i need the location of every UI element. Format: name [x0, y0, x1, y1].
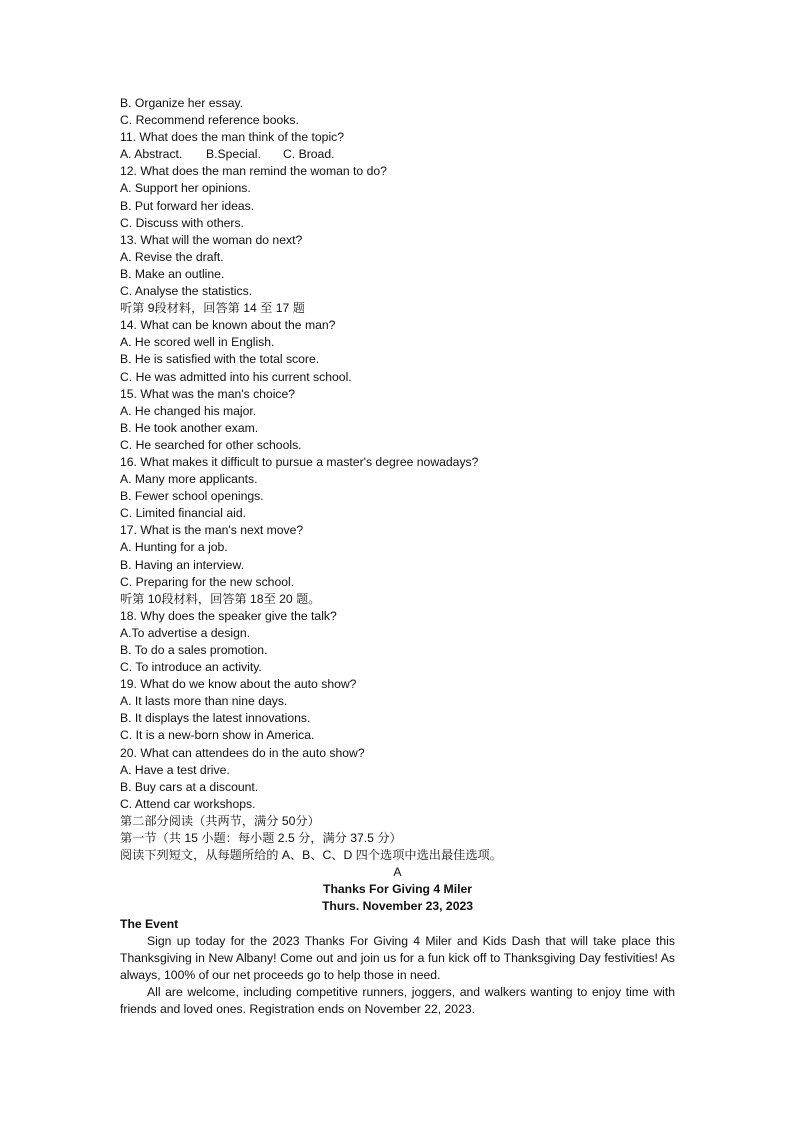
text-line: C. Recommend reference books.	[120, 113, 299, 128]
text-line: C. Attend car workshops.	[120, 796, 256, 811]
text-line: B. He took another exam.	[120, 420, 259, 435]
passage-title: Thanks For Giving 4 Miler	[323, 882, 472, 897]
text-line: B. Put forward her ideas.	[120, 198, 255, 213]
text-line: B. To do a sales promotion.	[120, 643, 268, 657]
text-line: A. Many more applicants.	[120, 472, 258, 487]
text-line: A. Hunting for a job.	[120, 540, 228, 555]
text-line: C. To introduce an activity.	[120, 660, 262, 675]
option-a: A. Abstract.	[120, 147, 183, 162]
text-line: C. Limited financial aid.	[120, 506, 246, 521]
question-list	[120, 163, 675, 864]
text-line: A. He scored well in English.	[120, 335, 275, 350]
text-line: A. Support her opinions.	[120, 181, 251, 196]
text-line: B. Organize her essay.	[120, 96, 244, 110]
text-line: C. It is a new-born show in America.	[120, 728, 315, 743]
text-line: 16. What makes it difficult to pursue a master's degree nowadays?	[120, 454, 479, 469]
text-line: 12. What does the man remind the woman to do?	[120, 164, 387, 179]
text-line: A. Have a test drive.	[120, 762, 230, 777]
question-11: 11. What does the man think of the topic?	[120, 130, 345, 145]
text-line: A. It lasts more than nine days.	[120, 694, 288, 709]
text-line: C. Discuss with others.	[120, 215, 244, 230]
text-line: 听第 10段材料，回答第 18至 20 题。	[120, 591, 321, 606]
text-line: 阅读下列短文，从每题所给的 A、B、C、D 四个选项中选出最佳选项。	[120, 848, 502, 863]
text-line: C. He searched for other schools.	[120, 437, 302, 452]
text-line: 第一节（共 15 小题：每小题 2.5 分，满分 37.5 分）	[120, 831, 402, 846]
text-line: 17. What is the man's next move?	[120, 523, 304, 538]
text-line: 20. What can attendees do in the auto show?	[120, 745, 365, 760]
text-line: B. Buy cars at a discount.	[120, 779, 259, 794]
text-line: B. Having an interview.	[120, 557, 244, 572]
text-line: A. He changed his major.	[120, 403, 257, 418]
option-c: C. Broad.	[283, 147, 335, 162]
question-11-options	[120, 146, 675, 163]
text-line: 13. What will the woman do next?	[120, 232, 303, 247]
text-line: B. He is satisfied with the total score.	[120, 352, 320, 367]
text-line: B. Make an outline.	[120, 266, 225, 281]
text-line: A.To advertise a design.	[120, 625, 251, 640]
passage-date: Thurs. November 23, 2023	[321, 899, 474, 914]
text-line: B. It displays the latest innovations.	[120, 711, 311, 726]
section-heading: The Event	[120, 916, 179, 931]
paragraph: All are welcome, including competitive runners, joggers, and walkers wanting to enjoy time with friends and loved ones. Registration ends on November 22, 2023.	[120, 984, 675, 1016]
text-line: C. Analyse the statistics.	[120, 284, 253, 299]
text-line: B. Fewer school openings.	[120, 489, 264, 504]
text-line: 18. Why does the speaker give the talk?	[120, 608, 337, 623]
text-line: 19. What do we know about the auto show?	[120, 677, 357, 692]
text-line: 听第 9段材料，回答第 14 至 17 题	[120, 301, 305, 316]
text-line: 14. What can be known about the man?	[120, 318, 336, 333]
text-line: A. Revise the draft.	[120, 249, 224, 264]
text-line: C. Preparing for the new school.	[120, 574, 295, 589]
text-line: 15. What was the man's choice?	[120, 386, 296, 401]
passage-letter: A	[393, 865, 402, 880]
text-line: C. He was admitted into his current school.	[120, 369, 352, 384]
text-line: 第二部分阅读（共两节，满分 50分）	[120, 813, 320, 828]
document-body	[120, 95, 675, 1018]
paragraph: Sign up today for the 2023 Thanks For Giving 4 Miler and Kids Dash that will take place this Thanksgiving in New Albany! Come out and join us for a fun kick off to Thanksgiving Day festivities! As always, 100% of our net proceeds go to help those in need.	[120, 933, 675, 982]
option-b: B.Special.	[206, 147, 261, 162]
